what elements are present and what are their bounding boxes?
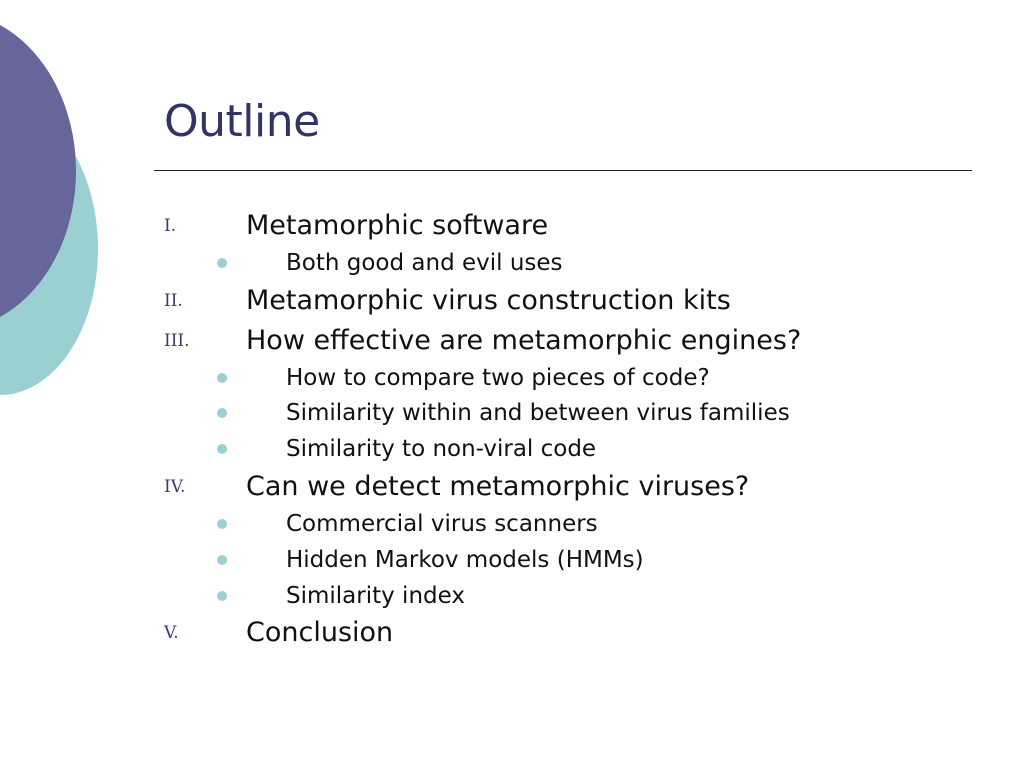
outline-subitem bbox=[0, 578, 1000, 614]
outline-item-text: Metamorphic virus construction kits bbox=[246, 285, 731, 316]
outline-subitem-text: Similarity index bbox=[286, 583, 465, 609]
outline-subitem-text: How to compare two pieces of code? bbox=[286, 365, 710, 391]
outline-subitem-text: Similarity within and between virus families bbox=[286, 400, 790, 426]
outline-item bbox=[0, 615, 1000, 651]
outline-item bbox=[0, 323, 1000, 359]
roman-numeral: I. bbox=[164, 216, 177, 236]
outline-item-text: How effective are metamorphic engines? bbox=[246, 325, 802, 356]
outline-subitem-text: Commercial virus scanners bbox=[286, 511, 598, 537]
title-underline bbox=[154, 170, 972, 171]
outline-subitem bbox=[0, 431, 1000, 467]
bullet-dot-icon bbox=[217, 258, 227, 268]
roman-numeral: III. bbox=[164, 331, 190, 351]
outline-item bbox=[0, 283, 1000, 319]
outline-item bbox=[0, 208, 1000, 244]
outline-item bbox=[0, 469, 1000, 505]
outline-subitem bbox=[0, 395, 1000, 431]
outline-item-text: Metamorphic software bbox=[246, 210, 549, 241]
slide-title: Outline bbox=[164, 96, 320, 147]
bullet-dot-icon bbox=[217, 408, 227, 418]
bullet-dot-icon bbox=[217, 591, 227, 601]
outline-item-text: Can we detect metamorphic viruses? bbox=[246, 471, 750, 502]
outline-subitem bbox=[0, 542, 1000, 578]
roman-numeral: II. bbox=[164, 291, 183, 311]
roman-numeral: IV. bbox=[164, 477, 186, 497]
outline-subitem-text: Similarity to non-viral code bbox=[286, 436, 597, 462]
outline-item-text: Conclusion bbox=[246, 617, 394, 648]
outline-subitem bbox=[0, 506, 1000, 542]
outline-subitem bbox=[0, 360, 1000, 396]
outline-subitem-text: Both good and evil uses bbox=[286, 250, 563, 276]
outline-subitem-text: Hidden Markov models (HMMs) bbox=[286, 547, 644, 573]
roman-numeral: V. bbox=[164, 623, 179, 643]
bullet-dot-icon bbox=[217, 444, 227, 454]
bullet-dot-icon bbox=[217, 373, 227, 383]
bullet-dot-icon bbox=[217, 519, 227, 529]
bullet-dot-icon bbox=[217, 555, 227, 565]
outline-subitem bbox=[0, 245, 1000, 281]
